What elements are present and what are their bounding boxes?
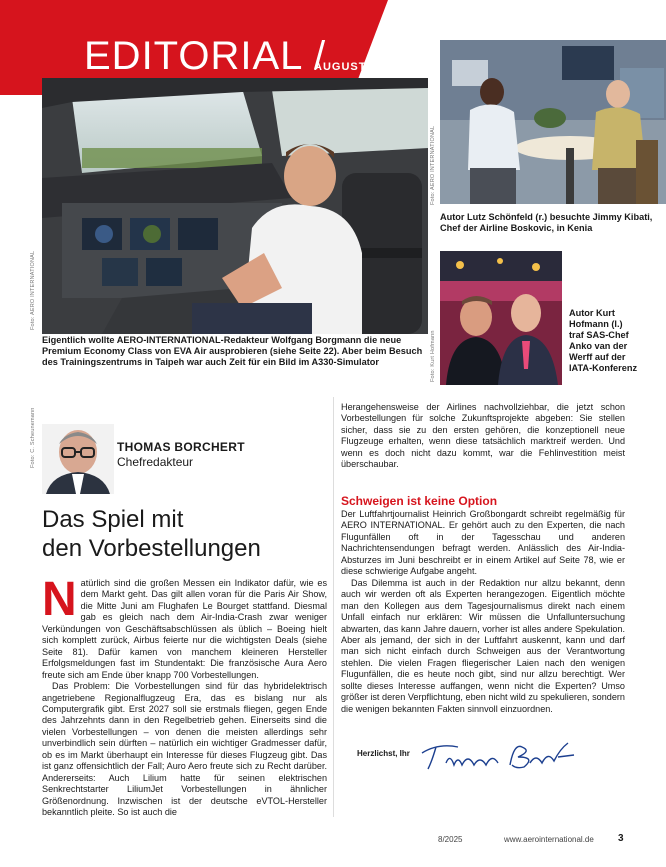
cockpit-photo-credit: Foto: AERO INTERNATIONAL <box>30 250 36 330</box>
headline-line-1: Das Spiel mit <box>42 506 184 533</box>
meeting-photo-credit: Foto: AERO INTERNATIONAL <box>430 125 436 205</box>
author-portrait <box>42 424 114 494</box>
article-column-2b <box>341 509 625 715</box>
portrait-photo-credit: Foto: C. Scheunemann <box>30 407 36 468</box>
conference-photo-credit: Foto: Kurt Hofmann <box>430 330 436 382</box>
conference-photo <box>440 251 562 385</box>
cockpit-photo <box>42 78 428 334</box>
col2-paragraph-1: Herangehensweise der Airlines nachvollziehbar, die jetzt schon Vorbestellungen für solche Zukunftsprojekte abgeben: Sie stellen sicher, dass sie zu den ersten gehören, die konzeptionell neue Flugzeuge erhalten, wenn diese tatsächlich marktreif werden. Und wenn es doch nicht dazu kommt, war die Fehlinvestition meist überschaubar. <box>341 402 625 470</box>
footer-url[interactable]: www.aerointernational.de <box>504 835 594 844</box>
article-column-2 <box>341 402 625 471</box>
drop-cap: N <box>42 573 77 626</box>
article-headline <box>42 505 342 563</box>
col2-paragraph-3: Das Dilemma ist auch in der Redaktion nur allzu bekannt, denn auch wir werden oft als Experten herangezogen. Eigentlich möchte man den Kollegen aus dem Tagesjournalismus direkt nach einem Unfall einfach nur erklären: Wir müssen die Unfalluntersuchung abwarten, das kann Jahre dauern, vorher ist alles andere Spekulation. Aber als jemand, der sich in der Luftfahrt auskennt, kann und darf man sich nicht einfach durch Schweigen aus der Verantwortung stehlen. Die vielen Fragen fliegerischer Laien nach den wenigen Flugunfällen, die es heute noch gibt, sind nur allzu berechtigt. Wer sollte dieses Interesse auffangen, wenn nicht die Experten? Umso größer ist deren Verpflichtung, eben nicht wild zu spekulieren, sondern die wenigen bekannten Fakten sinnvoll einzuordnen. <box>341 577 625 714</box>
article-subhead: Schweigen ist keine Option <box>341 494 498 508</box>
section-month: AUGUST <box>314 61 367 73</box>
author-name: THOMAS BORCHERT <box>117 440 245 454</box>
footer-issue: 8/2025 <box>438 835 463 844</box>
headline-line-2: den Vorbestellungen <box>42 535 261 562</box>
conference-photo-caption: Autor Kurt Hofmann (l.) traf SAS-Chef Anko van der Werff auf der IATA-Konferenz <box>569 308 638 373</box>
column-divider <box>333 397 334 817</box>
meeting-photo-caption: Autor Lutz Schönfeld (r.) besuchte Jimmy Kibati, Chef der Airline Boskovic, in Kenia <box>440 212 653 233</box>
page-number: 3 <box>618 833 624 844</box>
article-column-1 <box>42 573 327 819</box>
cockpit-photo-caption: Eigentlich wollte AERO-INTERNATIONAL-Redakteur Wolfgang Borgmann die neue Premium Economy Class von EVA Air ausprobieren (siehe Seite 22). Aber beim Besuch des Trainingszentrums in Taipeh war auch Zeit für ein Bild im A330-Simulator <box>42 335 423 367</box>
col1-paragraph-1: atürlich sind die großen Messen ein Indikator dafür, wie es dem Markt geht. Das gilt allen voran für die Paris Air Show, die Mitte Juni am Flughafen Le Bourget stattfand. Diesmal gab es gleich nach dem Air-India-Crash zwar weniger Verkündungen von Geschäftsabschlüssen als üblich – Boeing hielt sich komplett zurück, Airbus feierte nur die wichtigsten Deals (siehe Seite 81). Dafür kamen von manchem kleineren Hersteller Erfolgsmeldungen fast im Stundentakt: Die französische Aura Aero freute sich am Ende über knapp 700 Vorbestellungen. <box>42 578 327 680</box>
col1-paragraph-2: Das Problem: Die Vorbestellungen sind für das hybridelektrisch angetriebene Regionalflugzeug Era, das es bislang nur als Computergrafik gibt. Erst 2027 soll sie erstmals fliegen, gegen Ende des Jahrzehnts dann in den Regelbetrieb gehen. Einerseits sind die vielen Vorbestellungen – von denen die meisten allerdings sehr unverbindlich sein dürften – natürlich ein wichtiger Gradmesser dafür, ob es im Markt überhaupt ein Interesse für dieses Flugzeug gibt. Das ist ganz offensichtlich der Fall; Auro Aero freute sich zu Recht darüber. Andererseits: Auch Lilium hatte für seinen elektrischen Senkrechtstarter LiliumJet Vorbestellungen in ähnlicher Größenordnung. Inzwischen ist der deutsche eVTOL-Hersteller bekanntlich pleite. So ist auch die <box>42 681 327 818</box>
signoff: Herzlichst, Ihr <box>357 749 410 758</box>
signature <box>418 735 578 780</box>
section-title: EDITORIAL / <box>84 34 327 78</box>
col2-paragraph-2: Der Luftfahrtjournalist Heinrich Großbongardt schreibt regelmäßig für AERO INTERNATIONAL. Er gehört auch zu den Experten, die nach Flugunfällen oft in der Tagesschau und anderen Nachrichtensendungen befragt werden. Anlässlich des Air-India-Absturzes im Juni beschreibt er in einem Artikel auf Seite 78, wie er diese schwierige Aufgabe angeht. <box>341 509 625 577</box>
meeting-photo <box>440 40 666 204</box>
author-role: Chefredakteur <box>117 455 194 469</box>
